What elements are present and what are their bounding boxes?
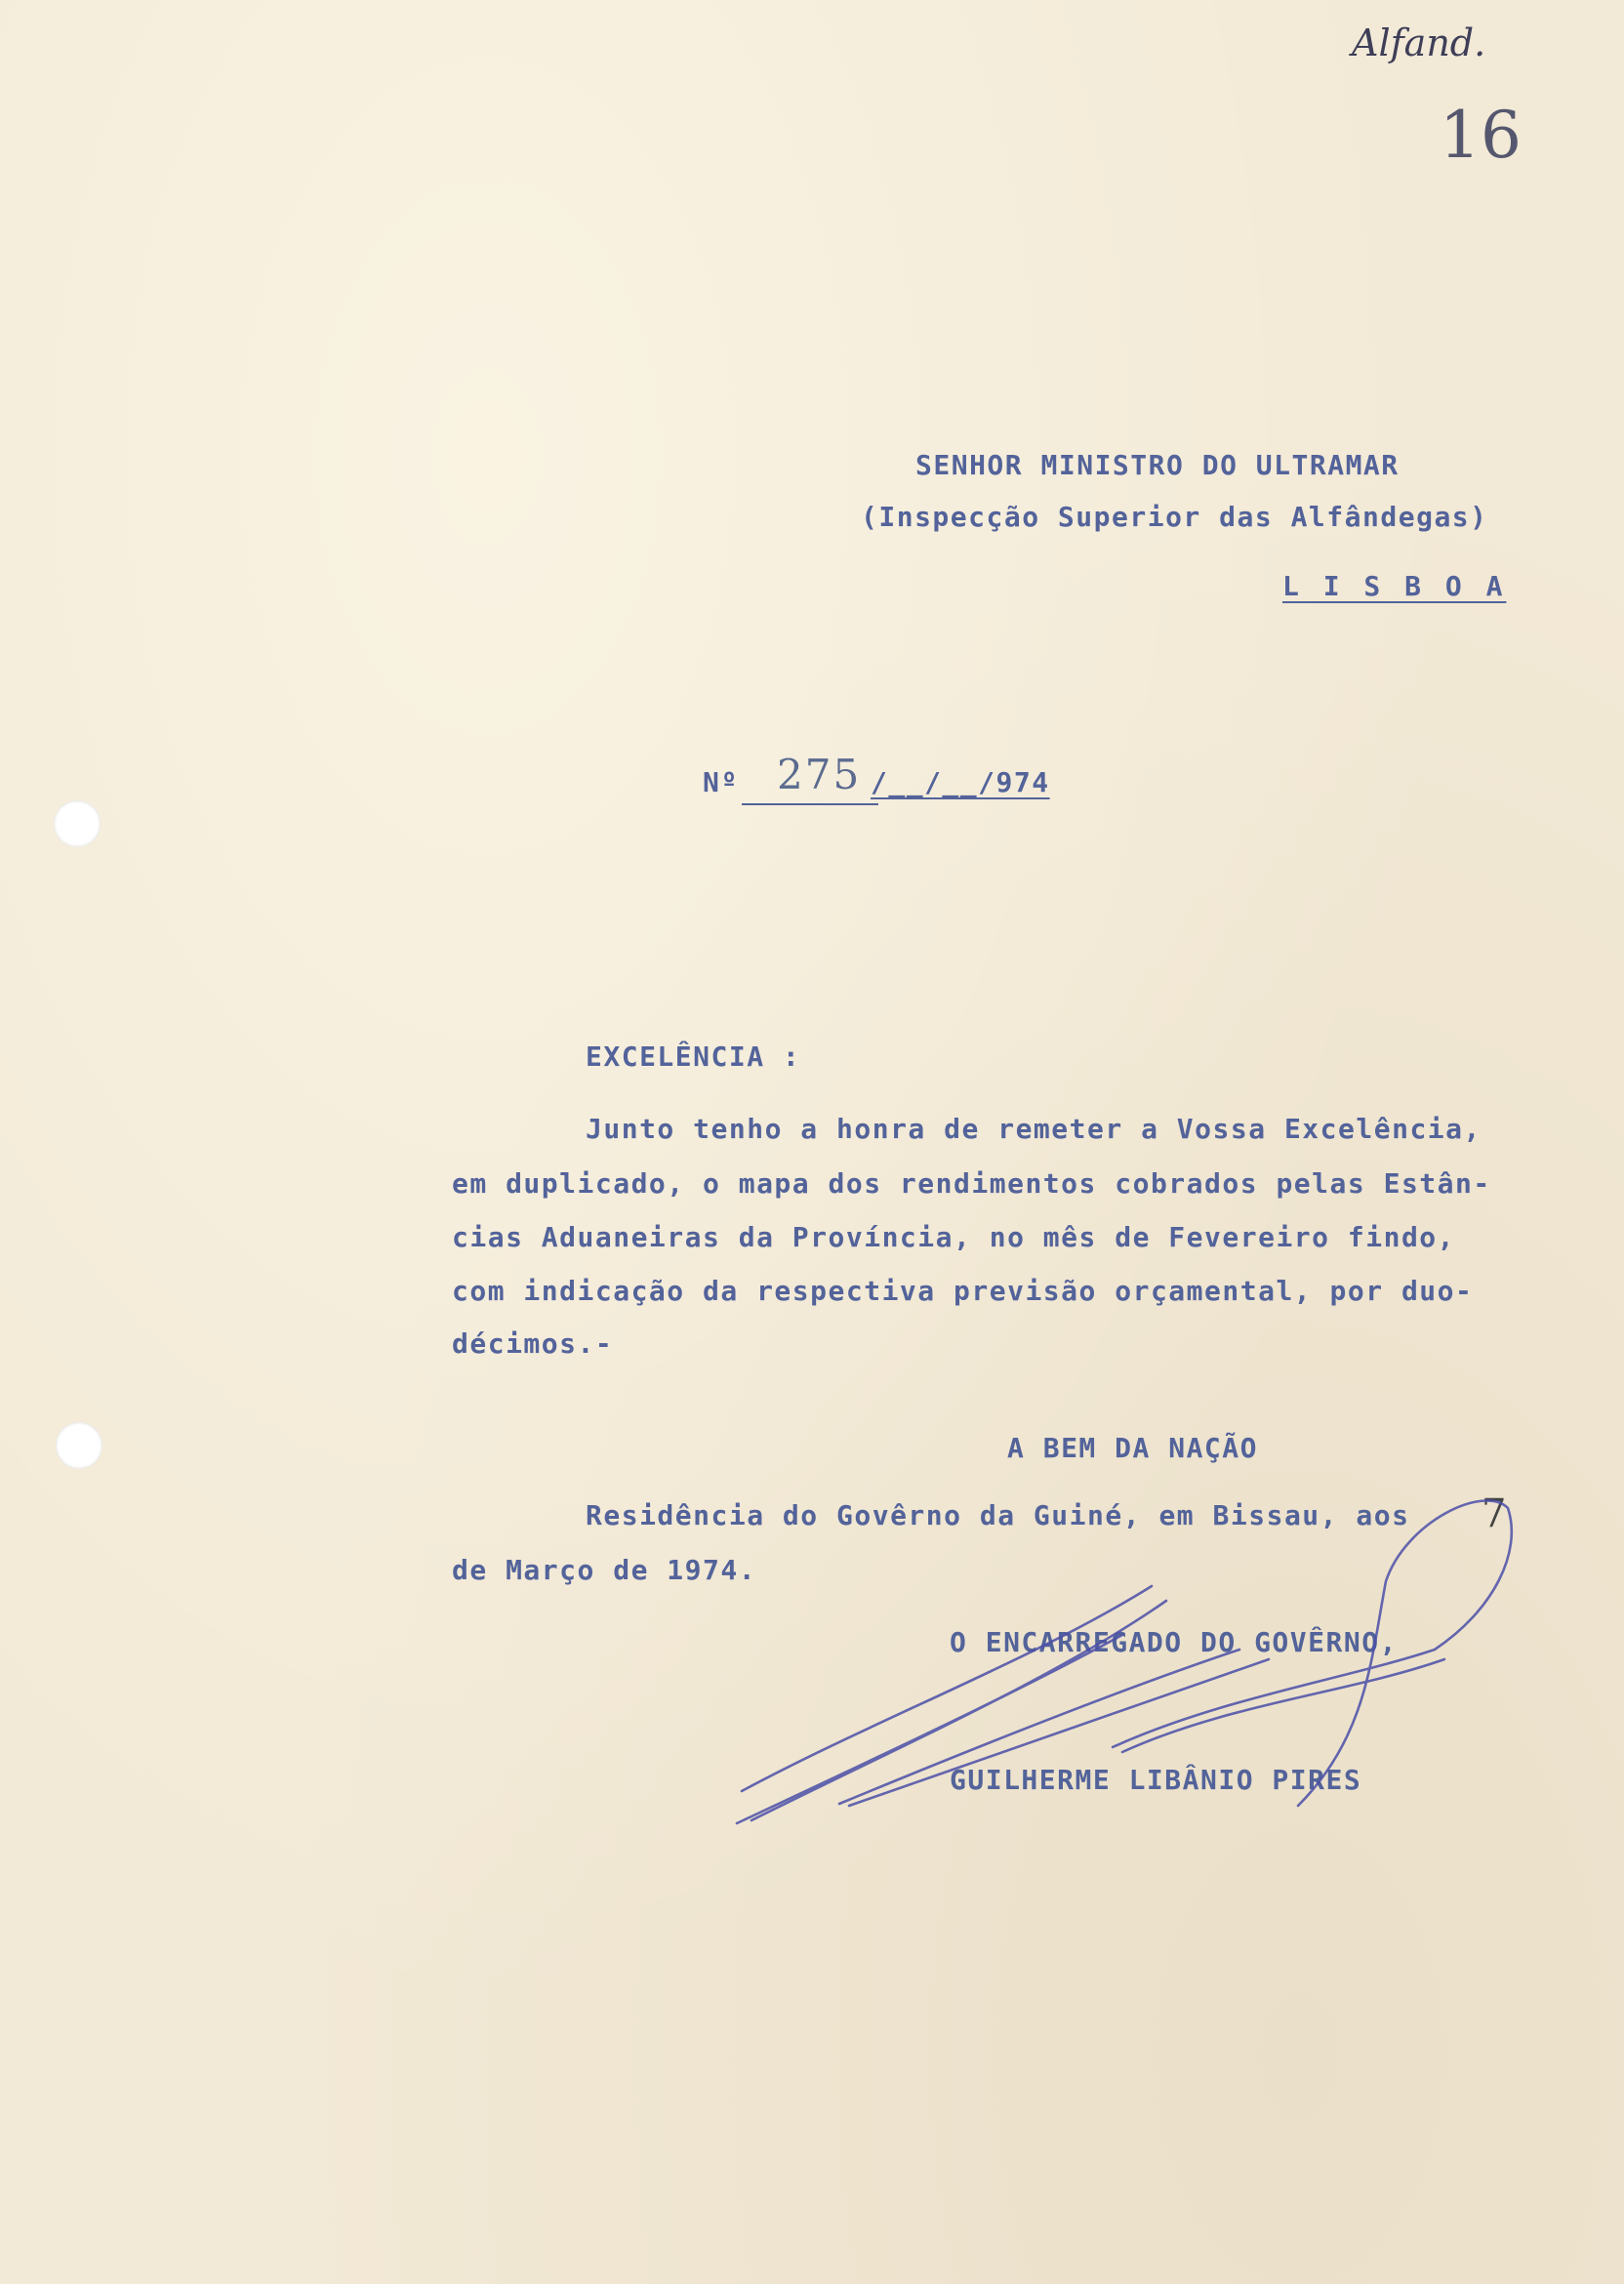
closing-motto: A BEM DA NAÇÃO — [1007, 1432, 1259, 1464]
addressee-line-1: SENHOR MINISTRO DO ULTRAMAR — [915, 449, 1400, 481]
body-line-2: em duplicado, o mapa dos rendimentos cobrados pelas Estân- — [452, 1167, 1491, 1200]
place-date-line-2: de Março de 1974. — [452, 1554, 757, 1586]
addressee-city: L I S B O A — [1282, 570, 1507, 602]
reference-prefix: Nº — [703, 766, 739, 798]
handwritten-day: 7 — [1482, 1491, 1507, 1536]
signatory-name: GUILHERME LIBÂNIO PIRES — [950, 1764, 1362, 1796]
salutation: EXCELÊNCIA : — [586, 1040, 801, 1073]
body-line-3: cias Aduaneiras da Província, no mês de Fevereiro findo, — [452, 1221, 1456, 1253]
handwritten-folio-number: 16 — [1440, 98, 1522, 173]
reference-suffix: /__/__/974 — [871, 766, 1050, 798]
body-line-5: décimos.- — [452, 1327, 614, 1360]
reference-number-value: 275 — [777, 751, 862, 798]
addressee-line-2: (Inspecção Superior das Alfândegas) — [861, 501, 1488, 533]
handwritten-note-alfand: Alfand. — [1352, 21, 1486, 64]
place-date-line-1: Residência do Govêrno da Guiné, em Bissau, aos — [586, 1499, 1410, 1531]
body-line-1: Junto tenho a honra de remeter a Vossa Excelência, — [586, 1113, 1482, 1145]
body-line-4: com indicação da respectiva previsão orçamental, por duo- — [452, 1275, 1474, 1307]
signatory-title: O ENCARREGADO DO GOVÊRNO, — [950, 1626, 1398, 1658]
